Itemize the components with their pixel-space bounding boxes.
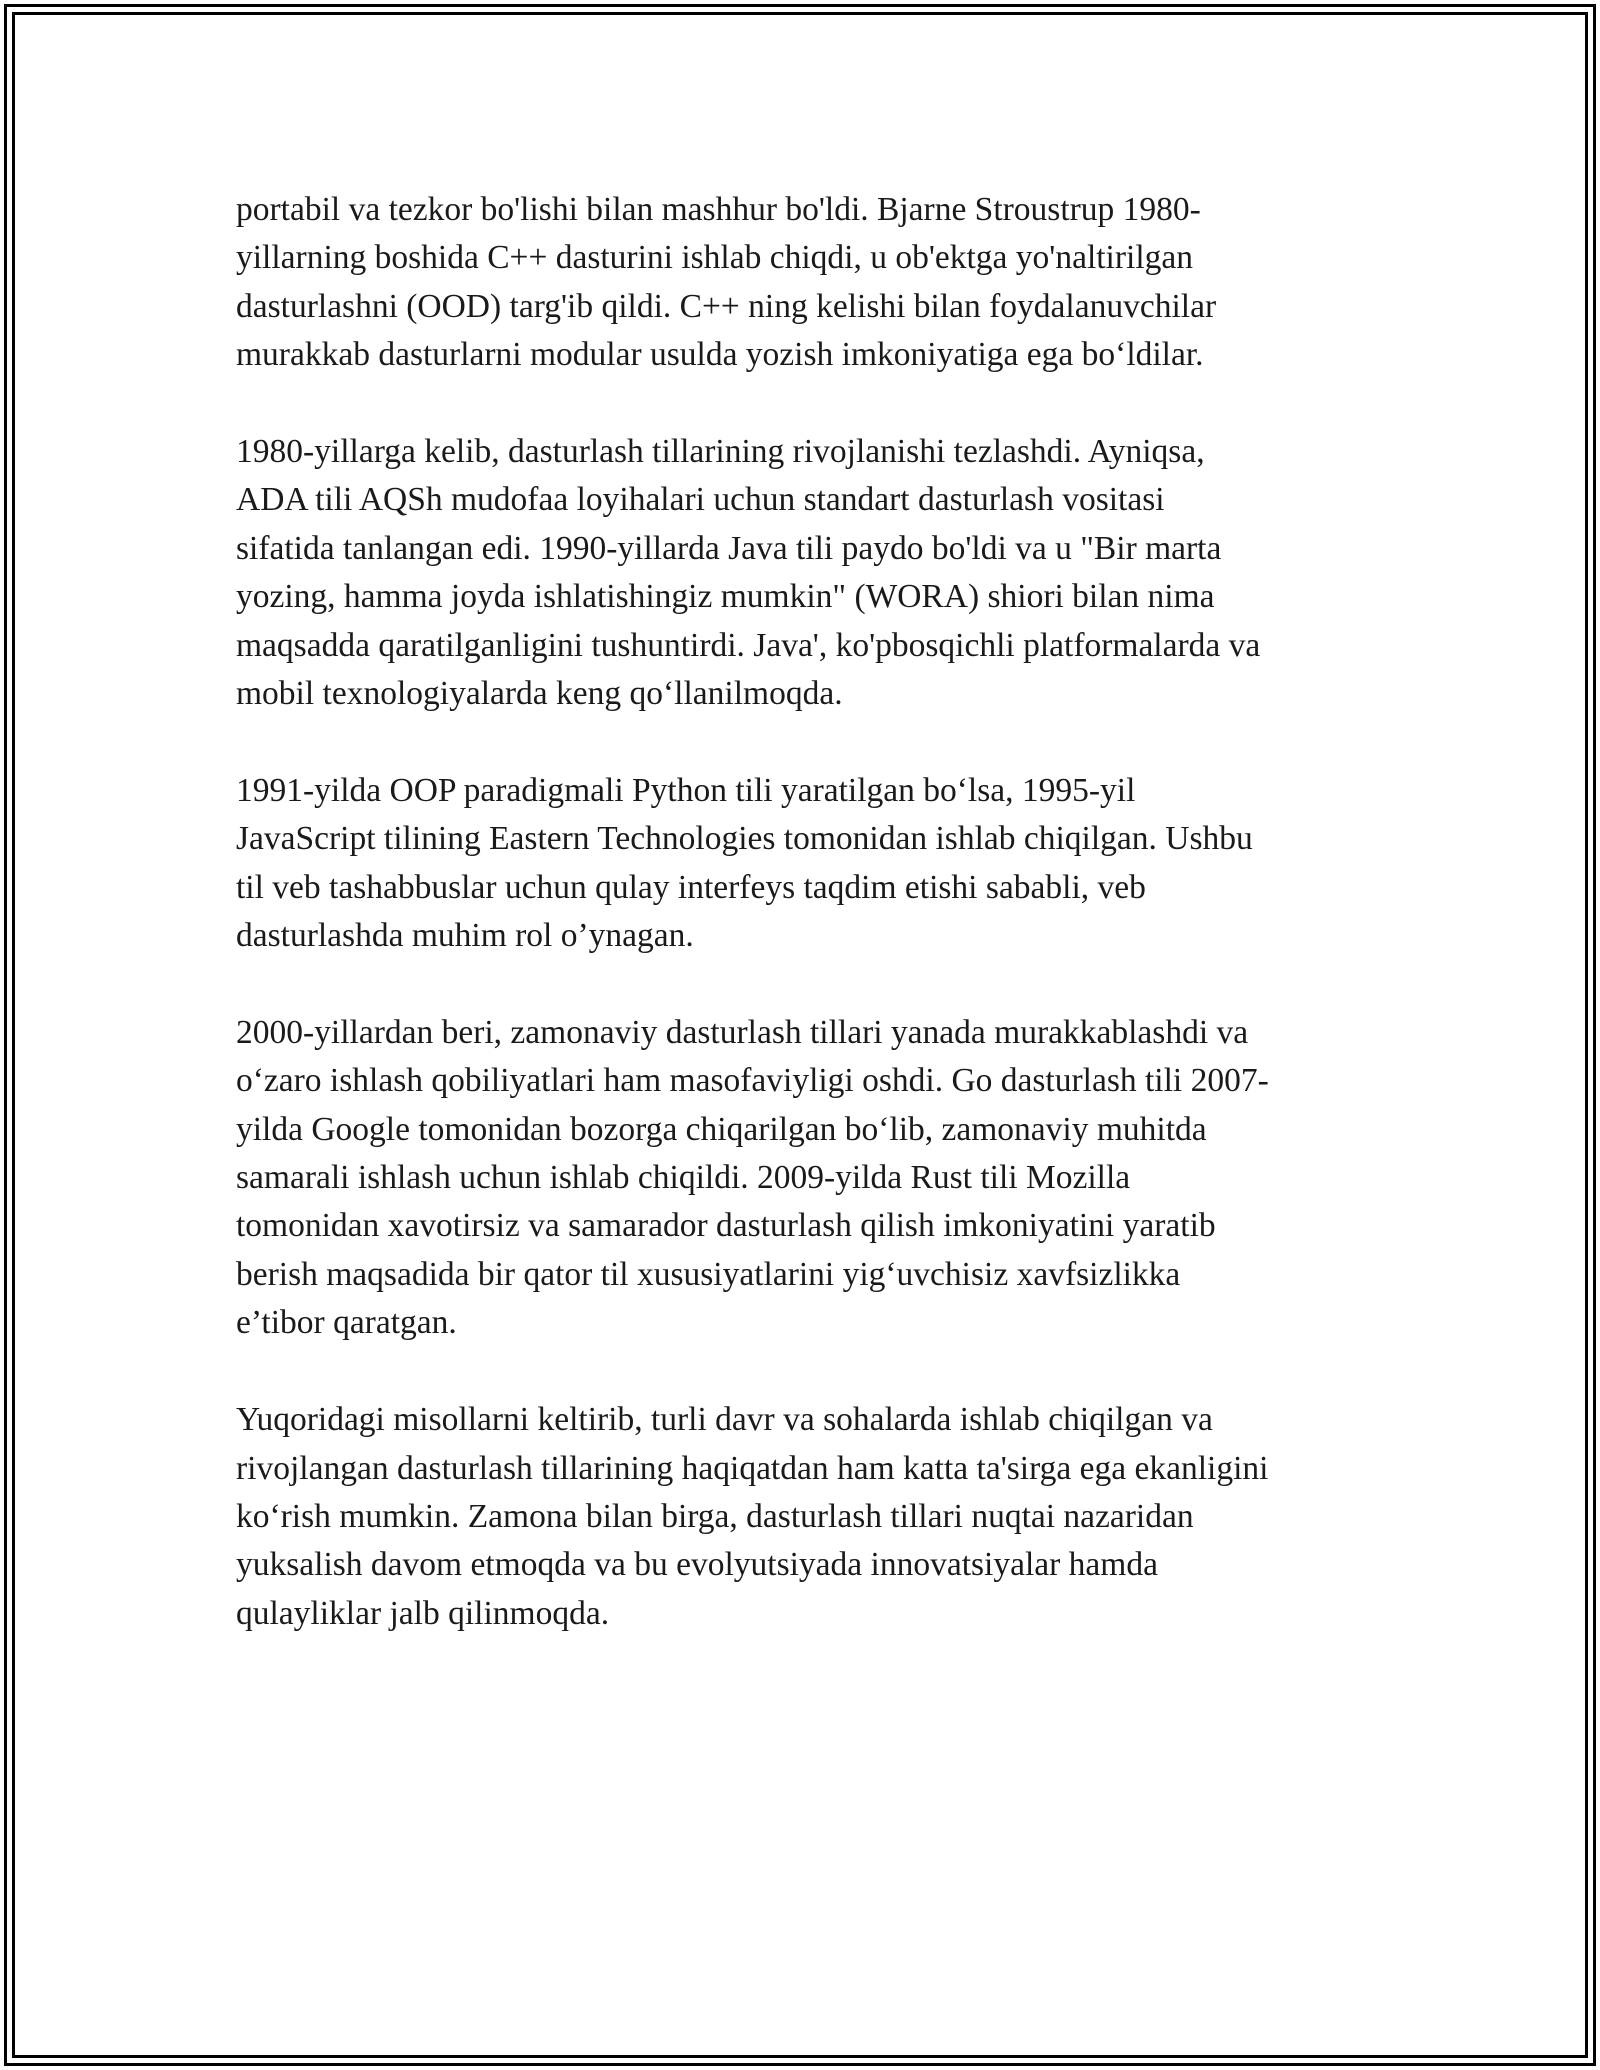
document-body	[236, 186, 1376, 1687]
paragraph-ada-java: 1980-yillarga kelib, dasturlash tillarining rivojlanishi tezlashdi. Ayniqsa, ADA tili AQSh mudofaa loyihalari uchun standart dasturlash vositasi sifatida tanlangan edi. 1990-yillarda Java tili paydo bo'ldi va u "Bir marta yozing, hamma joyda ishlatishingiz mumkin" (WORA) shiori bilan nima maqsadda qaratilganligini tushuntirdi. Java', ko'pbosqichli platformalarda va mobil texnologiyalarda keng qo‘llanilmoqda.	[236, 433, 1261, 713]
paragraph-go-rust: 2000-yillardan beri, zamonaviy dasturlash tillari yanada murakkablashdi va o‘zaro ishlash qobiliyatlari ham masofaviyligi oshdi. Go dasturlash tili 2007- yilda Google tomonidan bozorga chiqarilgan bo‘lib, zamonaviy muhitda samarali ishlash uchun ishlab chiqildi. 2009-yilda Rust tili Mozilla tomonidan xavotirsiz va samarador dasturlash qilish imkoniyatini yaratib berish maqsadida bir qator til xususiyatlarini yig‘uvchisiz xavfsizlikka e’tibor qaratgan.	[236, 1013, 1269, 1342]
paragraph-conclusion: Yuqoridagi misollarni keltirib, turli davr va sohalarda ishlab chiqilgan va rivojlangan dasturlash tillarining haqiqatdan ham katta ta'sirga ega ekanligini ko‘rish mumkin. Zamona bilan birga, dasturlash tillari nuqtai nazaridan yuksalish davom etmoqda va bu evolyutsiyada innovatsiyalar hamda qulayliklar jalb qilinmoqda.	[236, 1401, 1269, 1632]
paragraph-python-javascript: 1991-yilda OOP paradigmali Python tili yaratilgan bo‘lsa, 1995-yil JavaScript tilining Eastern Technologies tomonidan ishlab chiqilgan. Ushbu til veb tashabbuslar uchun qulay interfeys taqdim etishi sababli, veb dasturlashda muhim rol o’ynagan.	[236, 771, 1253, 955]
paragraph-cpp-history: portabil va tezkor bo'lishi bilan mashhur bo'ldi. Bjarne Stroustrup 1980- yillarning boshida C++ dasturini ishlab chiqdi, u ob'ektga yo'naltirilgan dasturlashni (OOD) targ'ib qildi. C++ ning kelishi bilan foydalanuvchilar murakkab dasturlarni modular usulda yozish imkoniyatiga ega bo‘ldilar.	[236, 191, 1217, 374]
